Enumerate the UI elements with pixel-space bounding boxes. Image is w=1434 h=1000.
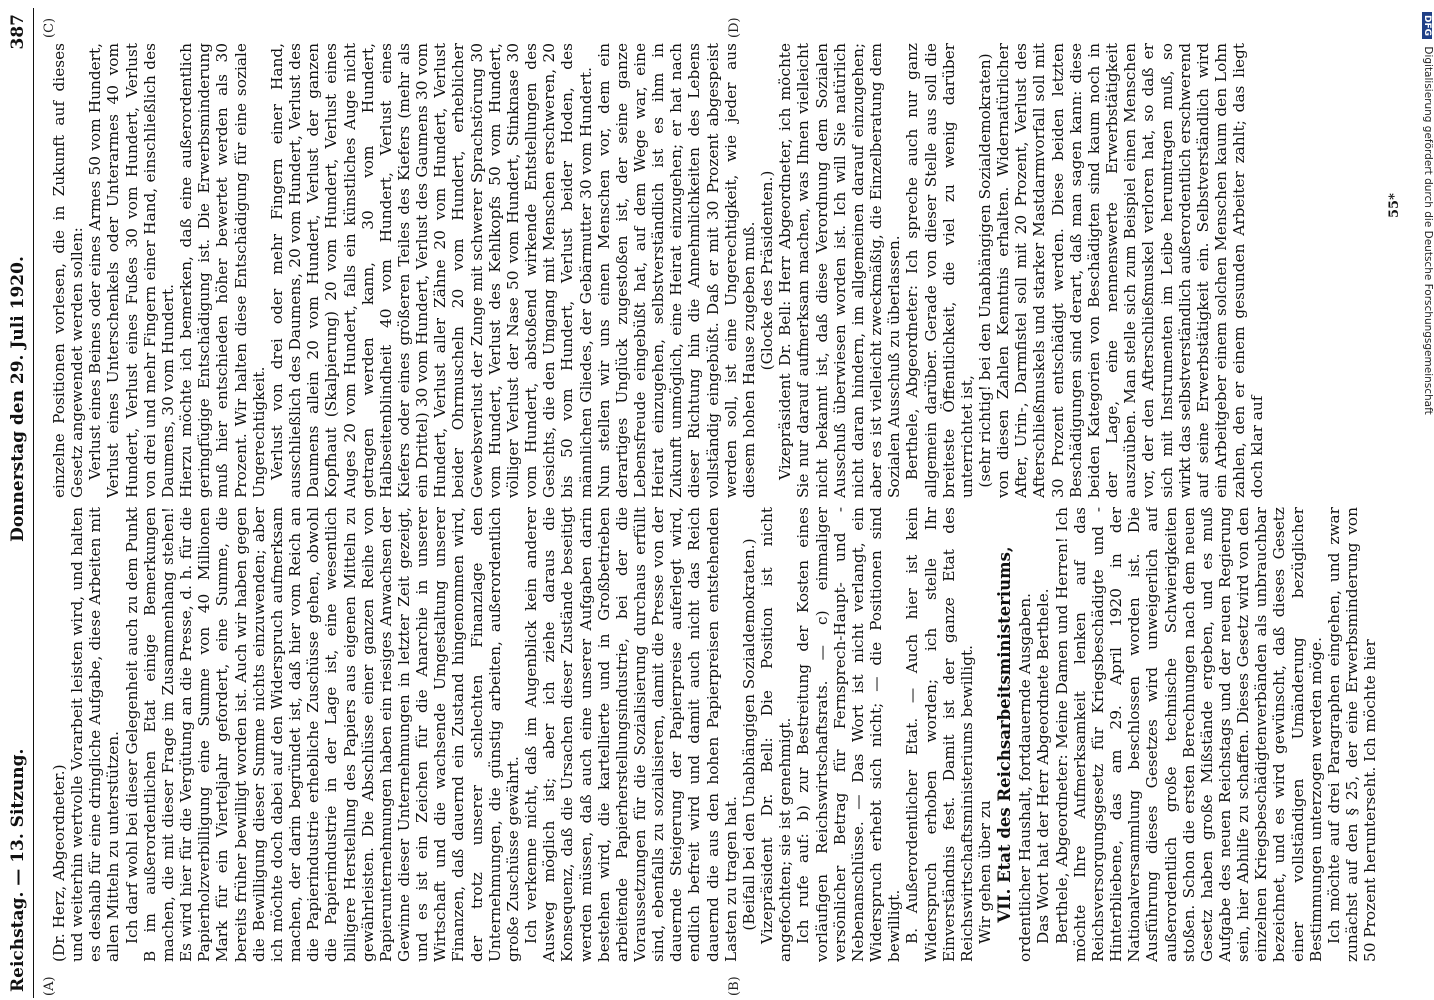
margin-mark-c: (C)	[42, 17, 57, 38]
dfg-credit: Digitalisierung gefördert durch die Deutsche Forschungsgemeinschaft	[1422, 46, 1434, 415]
margin-mark-a: (A)	[42, 976, 57, 996]
paragraph: Ich rufe auf: b) zur Bestreitung der Kosten eines vorläufigen Reichswirtschaftsrats. — c) einmaliger versönlicher Betrag für Fernsprech-Haupt- und -Nebenanschlüsse. — Das Wort ist nicht verlangt, ein Widerspruch erhebt sich nicht; — die Positionen sind bewilligt.	[794, 507, 904, 962]
header-session: Reichstag. — 13. Sitzung.	[7, 748, 28, 992]
dfg-logo: DFG	[1422, 12, 1432, 39]
dfg-sidebar	[1418, 0, 1434, 1000]
paragraph: Verlust eines Beines oder eines Armes 50 vom Hundert, Verlust eines Unterschenkels oder Unterarmes 40 vom Hundert, Verlust eines Fußes 30 vom Hundert, Verlust von drei und mehr Fingern einer Hand, einschließlich des Daumens, 30 vom Hundert.	[86, 43, 177, 498]
paragraph: Ich darf wohl bei dieser Gelegenheit auch zu dem Punkt B im außerordentlichen Etat einige Bemerkungen machen, die mit dieser Frage im Zusammenhang stehen! Es wird hier für die Vergütung an die Presse, d. h. für die Papierholzverbilligung eine Summe von 40 Millionen Mark für ein Vierteljahr gefordert, eine Summe, die bereits früher bewilligt worden ist. Auch wir haben gegen die Bewilligung dieser Summe nichts einzuwenden; aber ich möchte doch dabei auf den Widerspruch aufmerksam machen, der darin begründet ist, daß hier vom Reich an die Papierindustrie erhebliche Zuschüsse gehen, obwohl die Papierindustrie in der Lage ist, eine wesentlich billigere Herstellung des Papiers aus eigenen Mitteln zu gewährleisten. Die Abschlüsse einer ganzen Reihe von Papierunternehmungen haben ein riesiges Anwachsen der Gewinne dieser Unternehmungen in letzter Zeit gezeigt, und es ist ein Zeichen für die Anarchie in unserer Wirtschaft und die wachsende Umgestaltung unserer Finanzen, daß dauernd ein Zustand hingenommen wird, der trotz unserer schlechten Finanzlage den Unternehmungen, die günstig arbeiten, außerordentlich große Zuschüsse gewährt.	[122, 507, 522, 962]
left-column	[50, 507, 1395, 962]
paragraph: Verlust von drei oder mehr Fingern einer Hand, ausschließlich des Daumens, 20 vom Hundert, Verlust des Daumens allein 20 vom Hundert, Verlust der ganzen Kopfhaut (Skalpierung) 20 vom Hundert, Verlust eines Auges 20 vom Hundert, falls ein künstliches Auge nicht getragen werden kann, 30 vom Hundert, Halbseitenblindheit 40 vom Hundert, Verlust eines Kiefers oder eines größeren Teiles des Kiefers (mehr als ein Drittel) 30 vom Hundert, Verlust des Gaumens 30 vom Hundert, Verlust aller Zähne 20 vom Hundert, Verlust beider Ohrmuscheln 20 vom Hundert, erheblicher Gewebsverlust der Zunge mit schwerer Sprachstörung 30 vom Hundert, Verlust des Kehlkopfs 50 vom Hundert, völliger Verlust der Nase 50 vom Hundert, Stinknase 30 vom Hundert, abstoßend wirkende Entstellungen des Gesichts, die den Umgang mit Menschen erschweren, 20 bis 50 vom Hundert, Verlust beider Hoden, des männlichen Gliedes, der Gebärmutter 30 vom Hundert.	[267, 43, 595, 498]
right-column	[50, 43, 1395, 498]
paragraph: ordentlicher Haushalt, fortdauernde Ausgaben.	[1016, 593, 1035, 962]
paragraph: Wir gehen über zu	[975, 800, 994, 944]
paragraph: Nun stellen wir uns einen Menschen vor, dem ein derartiges Unglück zugestoßen ist, der seine ganze Lebensfreude eingebüßt hat, auf dem Wege war, eine Heirat einzugehen, selbstverständlich ist es ihm in Zukunft unmöglich, eine Heirat einzugehen; er hat nach dieser Richtung hin die Annehmlichkeiten des Lebens vollständig eingebüßt. Daß er mit 30 Prozent abgespeist werden soll, ist eine Ungerechtigkeit, wie jeder aus diesem hohen Hause zugeben muß.	[594, 43, 758, 498]
paragraph: Vizepräsident Dr. Bell: Herr Abgeordneter, ich möchte Sie nur darauf aufmerksam machen, was Ihnen vielleicht nicht bekannt ist, daß diese Verordnung dem Sozialen Ausschuß überwiesen worden ist. Ich will Sie natürlich nicht daran hindern, im allgemeinen darauf einzugehen; aber es ist vielleicht zweckmäßig, die Einzelberatung dem Sozialen Ausschuß zu überlassen.	[776, 43, 904, 498]
page-number: 387	[7, 14, 28, 50]
section-heading: VII. Etat des Reichsarbeitsministeriums,	[995, 546, 1015, 923]
paragraph: Berthele, Abgeordneter: Ich spreche auch nur ganz allgemein darüber. Gerade von dieser Stelle aus soll die breiteste Öffentlichkeit, die viel zu wenig darüber unterrichtet ist,	[903, 43, 976, 498]
paragraph: B. Außerordentlicher Etat. — Auch hier ist kein Widerspruch erhoben worden; ich stelle Ihr Einverständnis fest. Damit ist der ganze Etat des Reichswirtschaftsministeriums bewilligt.	[903, 507, 976, 962]
page-header	[2, 8, 34, 998]
paragraph: von diesen Zahlen Kenntnis erhalten. Widernatürlicher After, Urin-, Darmfistel soll mit 20 Prozent, Verlust des Afterschließmuskels und starker Mastdarmvorfall soll mit 30 Prozent entschädigt werden. Diese beiden letzten Beschädigungen sind derart, daß man sagen kann: diese beiden Kategorien von Beschädigten sind kaum noch in der Lage, eine nennenswerte Erwerbstätigkeit auszuüben. Man stelle sich zum Beispiel einen Menschen vor, der den Afterschließmuskel verloren hat, so daß er sich mit Instrumenten im Leibe herumtragen muß, so wirkt das selbstverständlich außerordentlich erschwerend auf seine Erwerbstätigkeit ein. Selbstverständlich wird ein Arbeitgeber einem solchen Menschen kaum den Lohn zahlen, den er einem gesunden Arbeiter zahlt; das liegt doch klar auf	[994, 43, 1267, 498]
header-date: Donnerstag den 29. Juli 1920.	[7, 256, 28, 542]
paragraph: und weiterhin wertvolle Vorarbeit leisten wird, und halten es deshalb für eine dringliche Aufgabe, diese Arbeiten mit allen Mitteln zu unterstützen.	[68, 507, 123, 962]
paragraph: einzelne Positionen vorlesen, die in Zukunft auf dieses Gesetz angewendet werden sollen:	[50, 43, 87, 498]
interjection-note: (sehr richtig! bei den Unabhängigen Sozialdemokraten)	[975, 53, 994, 488]
margin-mark-d: (D)	[727, 17, 742, 38]
paragraph: Vizepräsident Dr. Bell: Die Position ist nicht angefochten; sie ist genehmigt.	[758, 507, 795, 962]
speaker-header: (Dr. Herz, Abgeordneter.)	[50, 764, 68, 962]
paragraph: Hierzu möchte ich bemerken, daß eine außerordentlich geringfügige Entschädigung ist. Die Erwerbsminderung muß hier entschieden höher bewertet werden als 30 Prozent. Wir halten diese Entschädigung für eine soziale Ungerechtigkeit.	[177, 43, 268, 498]
signature-mark: 55*	[1387, 193, 1402, 218]
paragraph: Ich möchte auf drei Paragraphen eingehen, und zwar zunächst auf den § 25, der eine Erwerbsminderung von 50 Prozent herunterseht. Ich möchte hier	[1324, 507, 1380, 962]
bell-note: (Glocke des Präsidenten.)	[758, 170, 777, 371]
paragraph: Berthele, Abgeordneter: Meine Damen und Herren! Ich möchte Ihre Aufmerksamkeit lenken auf das Reichsversorgungsgesetz für Kriegsbeschädigte und -Hinterbliebene, das am 29. April 1920 in der Nationalversammlung beschlossen worden ist. Die Ausführung dieses Gesetzes wird unweigerlich auf außerordentlich große technische Schwierigkeiten stoßen. Schon die ersten Berechnungen nach dem neuen Gesetz haben große Mißstände ergeben, und es muß Aufgabe des neuen Reichstags und der neuen Regierung sein, hier Abhilfe zu schaffen. Dieses Gesetz wird von den einzelnen Kriegsbeschädigtenverbänden als unbrauchbar bezeichnet, und es wird gewünscht, daß dieses Gesetz einer vollständigen Umänderung bezüglicher Bestimmungen unterzogen werden möge.	[1052, 507, 1325, 962]
paragraph: Ich verkenne nicht, daß im Augenblick kein anderer Ausweg möglich ist; aber ich ziehe daraus die Konsequenz, daß die Ursachen dieser Zustände beseitigt werden müssen, daß auch eine unserer Aufgaben darin bestehen wird, die kartellierte und in Großbetrieben arbeitende Papierherstellungsindustrie, bei der die Voraussetzungen für die Sozialisierung durchaus erfüllt sind, ebenfalls zu sozialisieren, damit die Presse von der dauernde Steigerung der Papierpreise auferlegt wird, endlich befreit wird und damit auch nicht das Reich dauernd die aus den hohen Papierpreisen entstehenden Lasten zu tragen hat.	[522, 507, 740, 962]
rotated-newspaper-page	[2, 8, 1412, 998]
margin-mark-b: (B)	[727, 976, 742, 996]
applause-note: (Beifall bei den Unabhängigen Sozialdemokraten.)	[739, 538, 758, 931]
paragraph: Das Wort hat der Herr Abgeordnete Berthele.	[1034, 588, 1053, 944]
